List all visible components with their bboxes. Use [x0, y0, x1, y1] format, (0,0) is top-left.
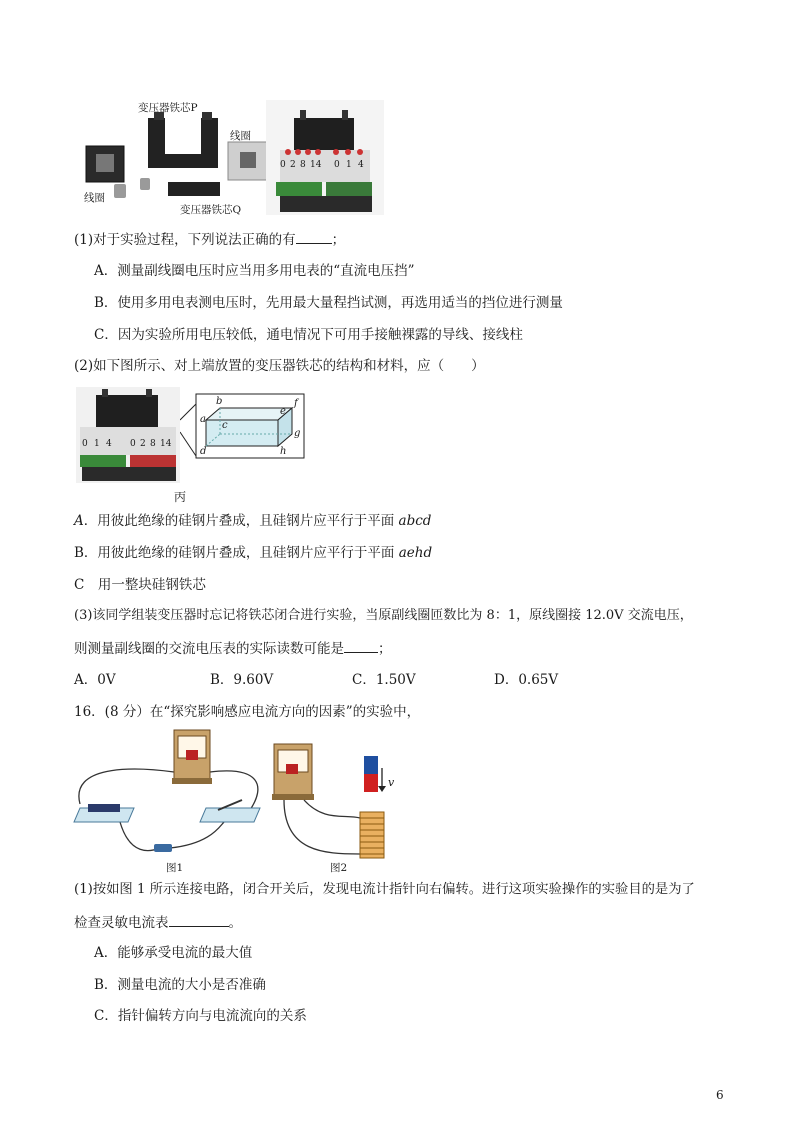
terminal-label-0: 0 — [280, 160, 286, 170]
q16-part1-line1: (1)按如图 1 所示连接电路，闭合开关后，发现电流计指针向右偏转。进行这项实验操作的实验目的是为了 — [74, 882, 695, 897]
bing-terminal-0b: 0 — [130, 439, 136, 449]
velocity-label: v — [388, 776, 395, 789]
photo-transformer-bing — [76, 387, 180, 483]
terminal-label-14: 14 — [310, 160, 322, 170]
q1-text: (1)对于实验过程，下列说法正确的有 — [74, 232, 296, 248]
terminal-label-0b: 0 — [334, 160, 340, 170]
label-coil-right: 线圈 — [230, 130, 251, 142]
terminal-label-2: 2 — [290, 160, 296, 170]
q2-option-b — [74, 544, 432, 562]
q3-line2 — [74, 639, 392, 658]
terminal-label-1: 1 — [346, 160, 352, 170]
q3-line1: (3)该同学组装变压器时忘记将铁芯闭合进行实验，当原副线圈匝数比为 8：1，原线圈接 12.0V 交流电压， — [74, 608, 693, 623]
figure-caption-bing: 丙 — [174, 490, 187, 504]
bing-terminal-1: 1 — [94, 439, 100, 449]
bing-terminal-2: 2 — [140, 439, 146, 449]
q3-line2-text: 则测量副线圈的交流电压表的实际读数可能是 — [74, 641, 344, 657]
fig1-caption: 图1 — [166, 862, 184, 874]
bing-terminal-4: 4 — [106, 439, 112, 449]
vertex-e: e — [280, 406, 286, 417]
q2-option-a-text: ．用彼此绝缘的硅钢片叠成，且硅钢片应平行于平面 — [83, 513, 395, 529]
terminal-label-8: 8 — [300, 160, 306, 170]
bing-terminal-0: 0 — [82, 439, 88, 449]
q2-option-a-letter: A — [74, 513, 84, 529]
page-number: 6 — [716, 1088, 724, 1102]
q1-option-a: A．测量副线圈电压时应当用多用电表的“直流电压挡” — [94, 263, 415, 279]
photo-assembled-transformer — [266, 100, 384, 215]
q2-option-c: C 用一整块硅钢铁芯 — [74, 577, 206, 593]
q1-answer-blank[interactable] — [296, 230, 332, 244]
vertex-d: d — [200, 446, 207, 457]
q3-option-b: B．9.60V — [210, 672, 274, 688]
fig2-caption: 图2 — [330, 862, 348, 874]
q16-part1-line2 — [74, 913, 242, 932]
q1-option-c: C．因为实验所用电压较低，通电情况下可用手接触裸露的导线、接线柱 — [94, 327, 523, 343]
circuit-2-illustration — [264, 742, 394, 874]
q3-option-a: A．0V — [74, 672, 116, 688]
terminal-label-4: 4 — [358, 160, 364, 170]
vertex-g: g — [294, 428, 301, 439]
figure-circuit-1 — [70, 726, 270, 874]
figure-circuit-2 — [264, 742, 394, 874]
q3-answer-blank[interactable] — [344, 639, 378, 653]
q16-option-b: B．测量电流的大小是否准确 — [94, 977, 266, 993]
q16-option-a: A．能够承受电流的最大值 — [94, 945, 253, 961]
circuit-1-illustration — [70, 726, 270, 874]
q1-stem — [74, 230, 345, 249]
label-core-p: 变压器铁芯P — [138, 102, 198, 114]
bing-terminal-14: 14 — [160, 439, 172, 449]
q2-option-a-plane: abcd — [398, 513, 432, 529]
q2-option-a — [74, 512, 431, 530]
q2-stem: (2)如下图所示、对上端放置的变压器铁芯的结构和材料，应（ ） — [74, 358, 485, 374]
vertex-c: c — [222, 420, 228, 431]
q1-end: ； — [331, 232, 346, 248]
q16-part1-end: 。 — [228, 915, 242, 931]
q1-option-b: B．使用多用电表测电压时，先用最大量程挡试测，再选用适当的挡位进行测量 — [94, 295, 563, 311]
cuboid-core-diagram — [180, 390, 310, 462]
vertex-f: f — [294, 398, 298, 409]
vertex-h: h — [280, 446, 287, 457]
q16-answer-blank[interactable] — [169, 913, 229, 927]
label-core-q: 变压器铁芯Q — [180, 204, 242, 216]
vertex-a: a — [200, 414, 206, 425]
q3-option-c: C．1.50V — [352, 672, 416, 688]
bing-terminal-8: 8 — [150, 439, 156, 449]
label-coil-left: 线圈 — [84, 192, 105, 204]
q16-part1-prefix: 检查灵敏电流表 — [74, 915, 169, 931]
q2-option-b-text: B．用彼此绝缘的硅钢片叠成，且硅钢片应平行于平面 — [74, 545, 395, 561]
q16-option-c: C．指针偏转方向与电流流向的关系 — [94, 1008, 307, 1024]
vertex-b: b — [216, 396, 223, 407]
q3-end: ； — [378, 641, 392, 657]
q16-header: 16．(8 分）在“探究影响感应电流方向的因素”的实验中， — [74, 704, 421, 720]
q2-option-b-plane: aehd — [398, 545, 433, 561]
q3-option-d: D．0.65V — [494, 672, 559, 688]
